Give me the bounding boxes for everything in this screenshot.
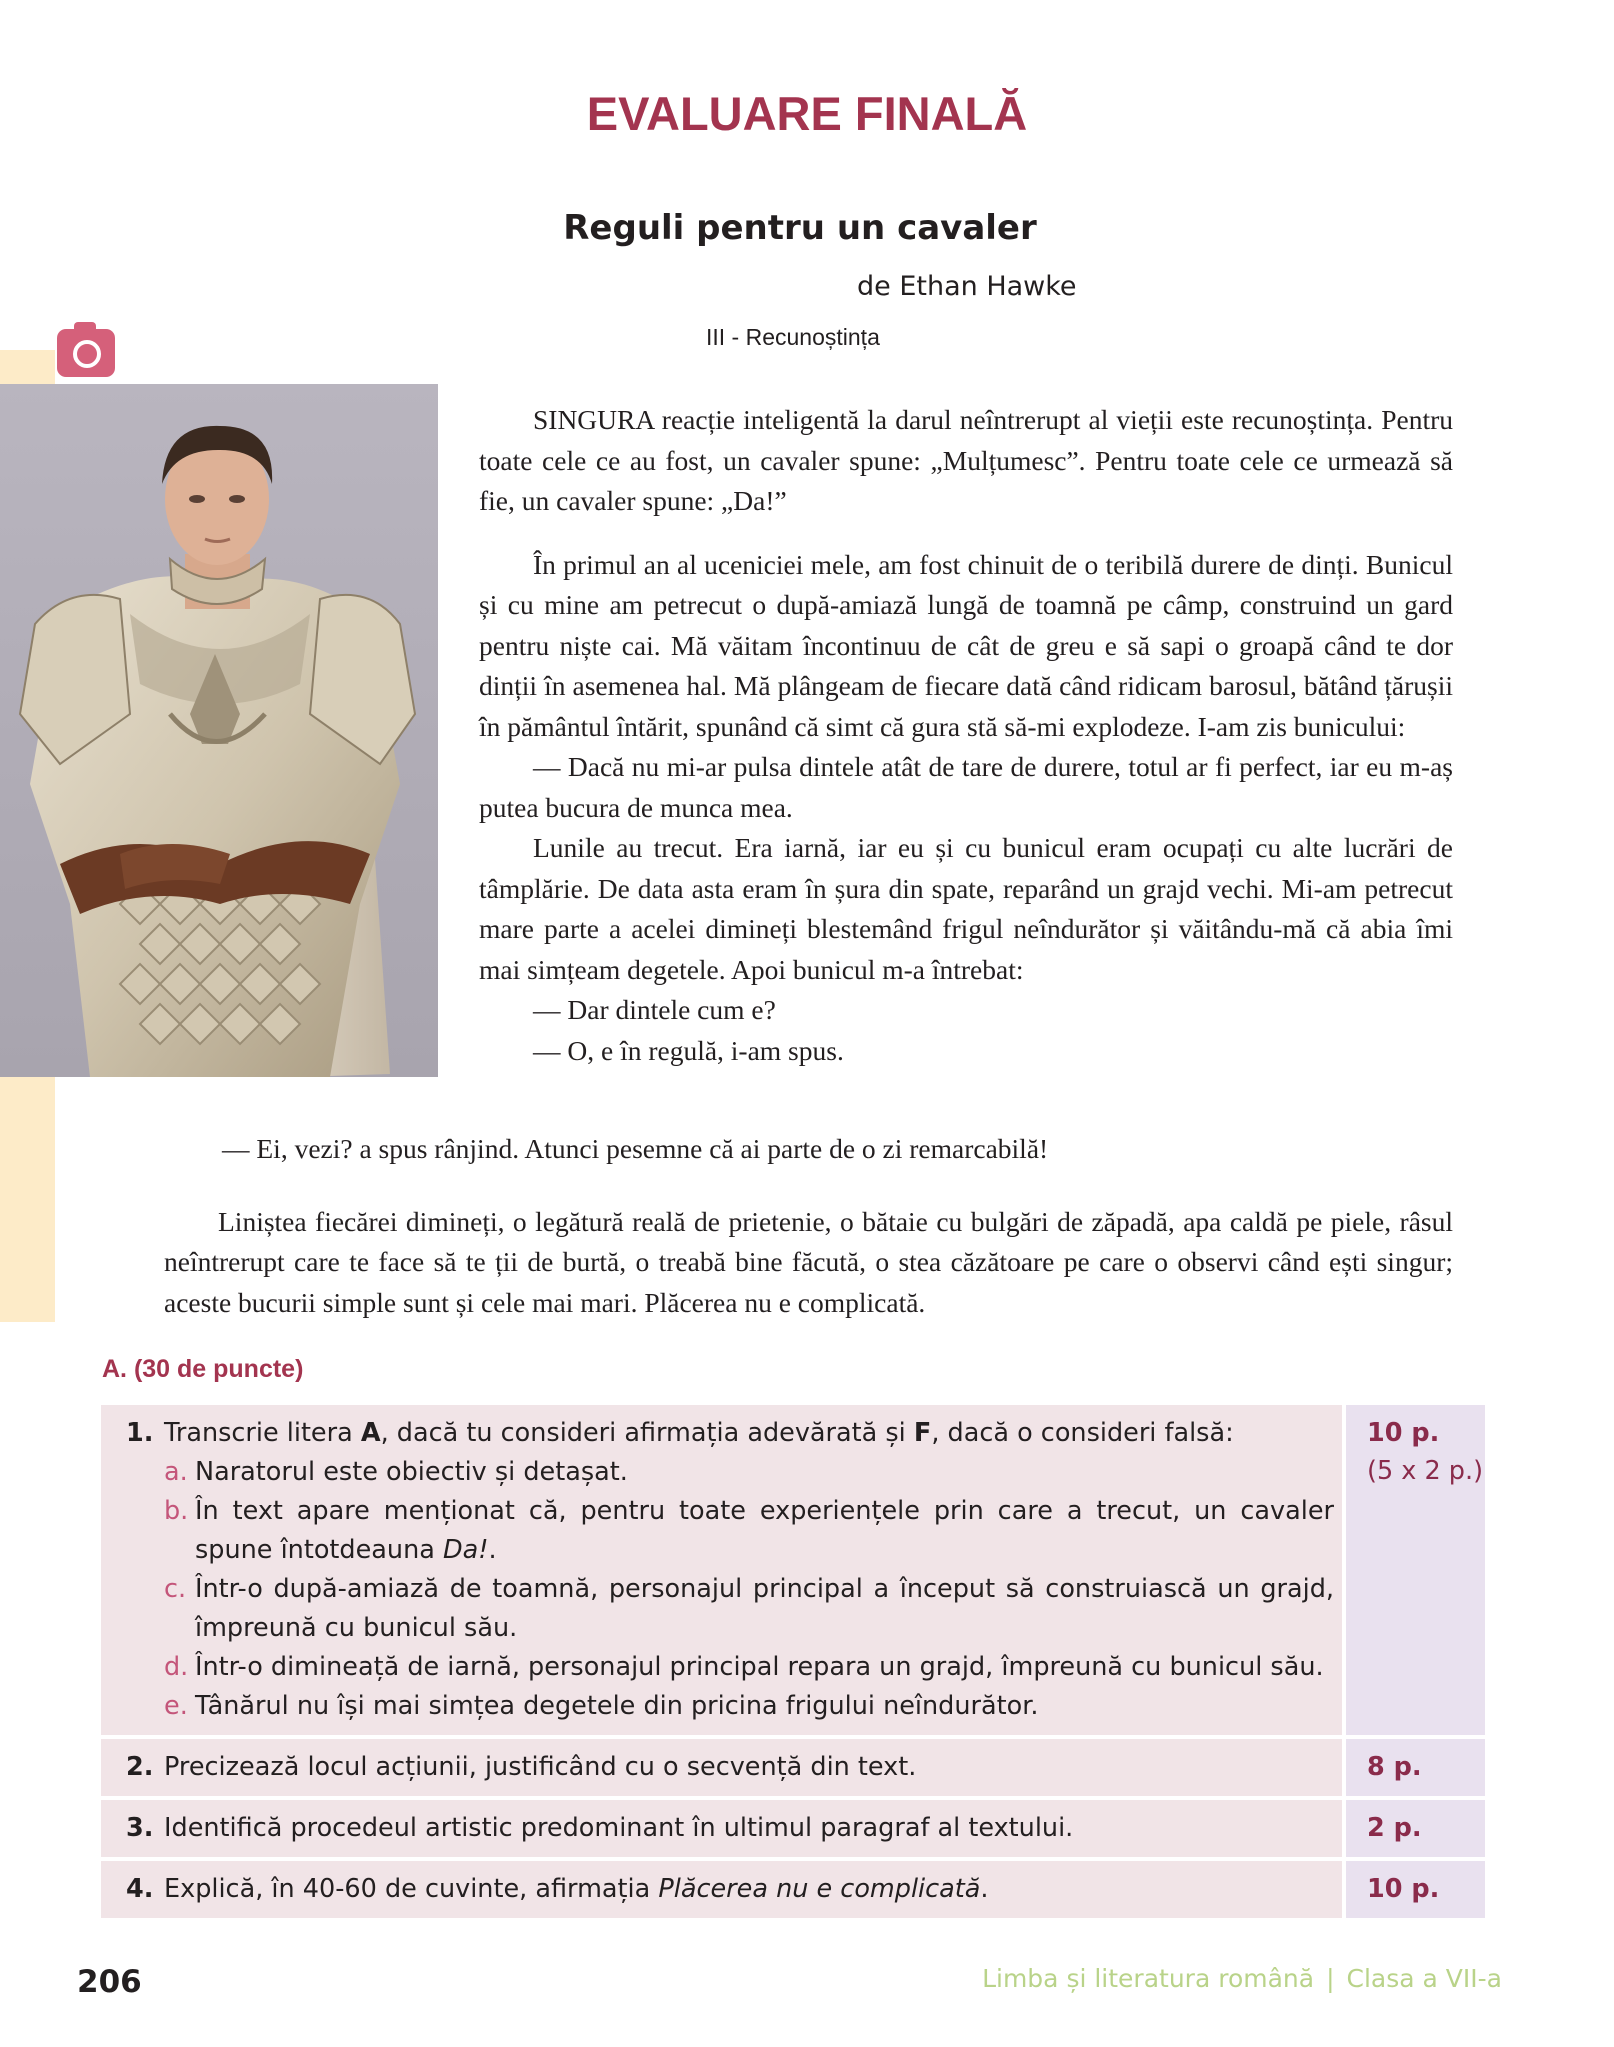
question-number: 1. <box>126 1418 154 1448</box>
story-title: Reguli pentru un cavaler <box>563 208 1037 248</box>
story-author: de Ethan Hawke <box>857 271 1077 302</box>
question-cell <box>101 1405 1342 1735</box>
story-paragraph: În primul an al uceniciei mele, am fost chinuit de o teribilă durere de dinți. Bunicul și cu mine am petrecut o după-amiază lungă de toamnă pe câmp, construind un gard pentru niște cai. Mă văitam încontinuu de cât de greu e să sapi o groapă când te dor dinții în asemenea hal. Mă plângeam de fiecare dată când ridicam barosul, bătând țărușii în pământul întărit, spunând că simt că gura stă să-mi explodeze. I-am zis bunicului: <box>479 548 1453 742</box>
points-value: 2 p. <box>1367 1813 1422 1843</box>
footer-grade: Clasa a VII-a <box>1346 1964 1502 1993</box>
page-title: EVALUARE FINALĂ <box>586 87 1028 140</box>
knight-photo <box>0 384 438 1077</box>
points-cell <box>1346 1861 1485 1918</box>
question-text: Identifică procedeul artistic predominant în ultimul paragraf al textului. <box>164 1813 1074 1843</box>
question-row <box>101 1861 1485 1918</box>
footer-book-info <box>982 1964 1502 1993</box>
questions-table <box>101 1405 1485 1922</box>
points-value: 8 p. <box>1367 1752 1422 1782</box>
points-detail: (5 x 2 p.) <box>1367 1456 1484 1486</box>
answer-item: d. Într-o dimineață de iarnă, personajul principal repara un grajd, împreună cu bunicul său. <box>164 1652 1324 1682</box>
answer-item: b. În text apare menționat că, pentru toate experiențele prin care a trecut, un cavaler spune întotdeauna Da!. <box>164 1496 1334 1565</box>
story-dialogue: — O, e în regulă, i-am spus. <box>533 1034 844 1066</box>
points-value: 10 p. <box>1367 1418 1440 1448</box>
points-cell <box>1346 1800 1485 1857</box>
story-dialogue: — Dar dintele cum e? <box>533 994 776 1025</box>
story-text-wide <box>164 1129 1453 1323</box>
story-text-column <box>479 400 1453 1071</box>
answer-item: a. Naratorul este obiectiv și detașat. <box>164 1457 628 1487</box>
question-cell <box>101 1739 1342 1796</box>
question-row <box>101 1405 1485 1735</box>
question-text: Explică, în 40-60 de cuvinte, afirmația Plăcerea nu e complicată. <box>164 1874 989 1904</box>
story-paragraph: SINGURA reacție inteligentă la darul neîntrerupt al vieții este recunoștința. Pentru toate cele ce au fost, un cavaler spune: „Mulțumesc”. Pentru toate cele ce urmează să fie, un cavaler spune: „Da!” <box>479 404 1453 516</box>
points-cell <box>1346 1405 1485 1735</box>
story-paragraph: Lunile au trecut. Era iarnă, iar eu și cu bunicul eram ocupați cu alte lucrări de tâmplărie. De data asta eram în șura din spate, reparând un grajd vechi. Mi-am petrecut mare parte a acelei dimineți blestemând frigul neîndurător și văitându-mă că abia îmi mai simțeam degetele. Apoi bunicul m-a întrebat: <box>479 832 1453 985</box>
camera-icon <box>57 329 115 377</box>
points-cell <box>1346 1739 1485 1796</box>
question-text: Precizează locul acțiunii, justificând cu o secvență din text. <box>164 1752 917 1782</box>
camera-lens <box>73 340 101 368</box>
question-number: 4. <box>126 1874 154 1904</box>
question-number: 2. <box>126 1752 154 1782</box>
story-dialogue: — Ei, vezi? a spus rânjind. Atunci pesemne că ai parte de o zi remarcabilă! <box>222 1133 1049 1164</box>
story-paragraph: Liniștea fiecărei dimineți, o legătură reală de prietenie, o bătaie cu bulgări de zăpadă, apa caldă pe piele, râsul neîntrerupt care te face să te ții de burtă, o treabă bine făcută, o stea căzătoare pe care o observi când ești singur; aceste bucurii simple sunt și cele mai mari. Plăcerea nu e complicată. <box>164 1205 1453 1318</box>
question-number: 3. <box>126 1813 154 1843</box>
answer-item: e. Tânărul nu își mai simțea degetele din pricina frigului neîndurător. <box>164 1691 1039 1721</box>
story-dialogue: — Dacă nu mi-ar pulsa dintele atât de tare de durere, totul ar fi perfect, iar eu m-aș putea bucura de munca mea. <box>479 751 1453 823</box>
points-value: 10 p. <box>1367 1874 1440 1904</box>
question-cell <box>101 1861 1342 1918</box>
footer-separator: | <box>1326 1964 1335 1993</box>
answer-item: c. Într-o după-amiază de toamnă, personajul principal a început să construiască un grajd, împreună cu bunicul său. <box>164 1574 1334 1643</box>
page-number: 206 <box>77 1964 142 2000</box>
footer-book-title: Limba și literatura română <box>982 1964 1315 1993</box>
question-cell <box>101 1800 1342 1857</box>
section-label: A. (30 de puncte) <box>102 1355 304 1383</box>
story-chapter: III - Recunoștința <box>706 324 880 350</box>
question-row <box>101 1800 1485 1857</box>
question-row <box>101 1739 1485 1796</box>
question-text: Transcrie litera A, dacă tu consideri afirmația adevărată și F, dacă o consideri falsă: <box>164 1418 1234 1448</box>
